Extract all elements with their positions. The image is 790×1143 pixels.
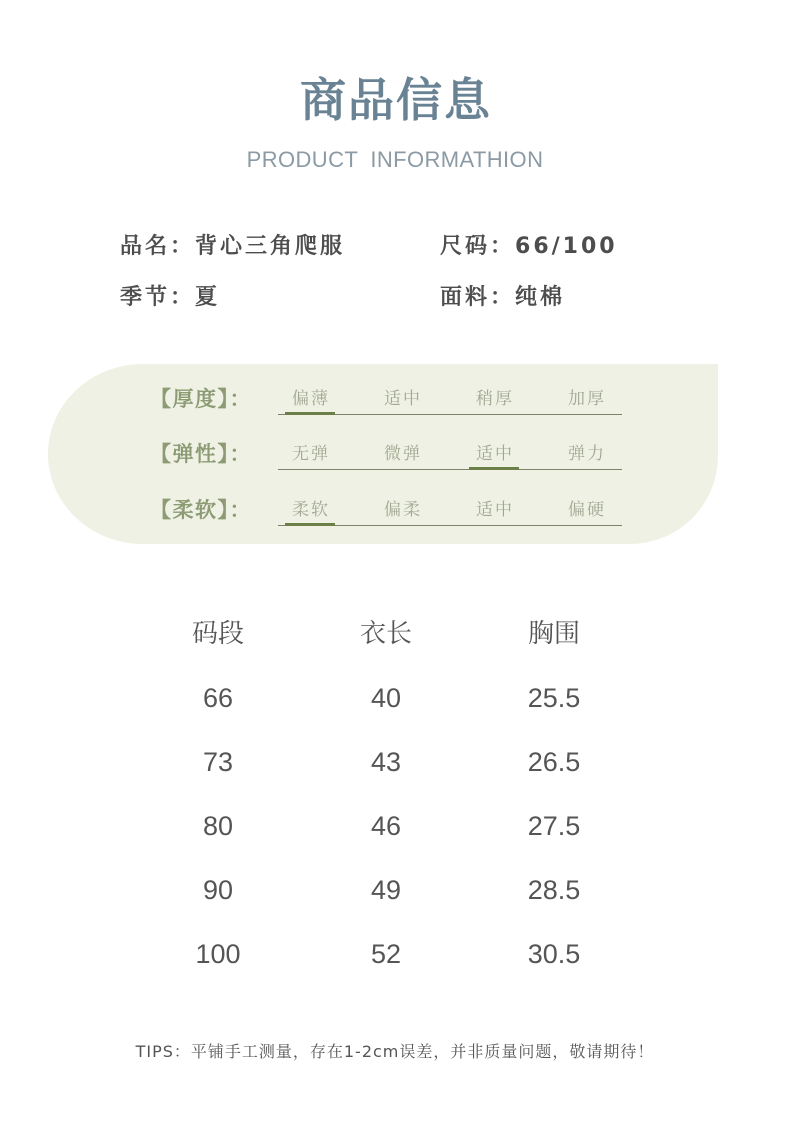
thickness-option: 偏薄 xyxy=(292,389,330,409)
table-row xyxy=(134,730,638,794)
table-cell: 80 xyxy=(202,811,234,841)
thickness-option: 加厚 xyxy=(568,389,606,409)
info-value: 纯棉 xyxy=(515,285,566,310)
info-season xyxy=(120,284,220,312)
elasticity-scale-line xyxy=(278,469,622,470)
info-value: 66/100 xyxy=(515,234,618,259)
table-cell: 26.5 xyxy=(527,747,581,777)
info-label: 面料： xyxy=(440,285,516,310)
table-cell: 40 xyxy=(370,683,402,713)
page-title: 商品信息 xyxy=(300,73,492,127)
info-label: 季节： xyxy=(120,285,196,310)
column-header-length: 衣长 xyxy=(359,619,412,649)
table-row xyxy=(134,666,638,730)
table-header-row xyxy=(134,602,638,666)
table-cell: 43 xyxy=(370,747,402,777)
page-subtitle: PRODUCT INFORMATHION xyxy=(246,147,544,172)
softness-option: 偏硬 xyxy=(568,500,606,520)
table-cell: 66 xyxy=(202,683,234,713)
info-product-name xyxy=(120,233,345,261)
softness-option: 柔软 xyxy=(292,500,330,520)
softness-option: 偏柔 xyxy=(384,500,422,520)
info-value: 背心三角爬服 xyxy=(195,234,346,259)
elasticity-option: 无弹 xyxy=(292,444,330,464)
attr-label-thickness: 【厚度】： xyxy=(150,387,252,411)
attr-label-elasticity: 【弹性】： xyxy=(150,442,252,466)
table-cell: 73 xyxy=(202,747,234,777)
table-cell: 25.5 xyxy=(527,683,581,713)
table-row xyxy=(134,858,638,922)
elasticity-selected-indicator xyxy=(469,467,519,470)
table-cell: 52 xyxy=(370,939,402,969)
column-header-size: 码段 xyxy=(191,619,244,649)
softness-option: 适中 xyxy=(476,500,514,520)
table-cell: 90 xyxy=(202,875,234,905)
info-label: 尺码： xyxy=(440,234,516,259)
info-material xyxy=(440,284,565,312)
attr-label-softness: 【柔软】： xyxy=(150,498,252,522)
table-cell: 30.5 xyxy=(527,939,581,969)
thickness-option: 稍厚 xyxy=(476,389,514,409)
table-row xyxy=(134,794,638,858)
elasticity-option: 弹力 xyxy=(568,444,606,464)
table-cell: 46 xyxy=(370,811,402,841)
table-cell: 100 xyxy=(195,939,241,969)
info-label: 品名： xyxy=(120,234,196,259)
info-size xyxy=(440,233,618,261)
info-value: 夏 xyxy=(195,285,221,310)
column-header-chest: 胸围 xyxy=(527,619,580,649)
table-cell: 49 xyxy=(370,875,402,905)
table-cell: 28.5 xyxy=(527,875,581,905)
table-row xyxy=(134,922,638,986)
size-table xyxy=(134,602,638,986)
table-cell: 27.5 xyxy=(527,811,581,841)
elasticity-option: 适中 xyxy=(476,444,514,464)
thickness-selected-indicator xyxy=(285,412,335,415)
softness-selected-indicator xyxy=(285,523,335,526)
elasticity-option: 微弹 xyxy=(384,444,422,464)
thickness-option: 适中 xyxy=(384,389,422,409)
tips-note: TIPS：平铺手工测量，存在1-2cm误差，并非质量问题，敬请期待！ xyxy=(135,1042,655,1061)
